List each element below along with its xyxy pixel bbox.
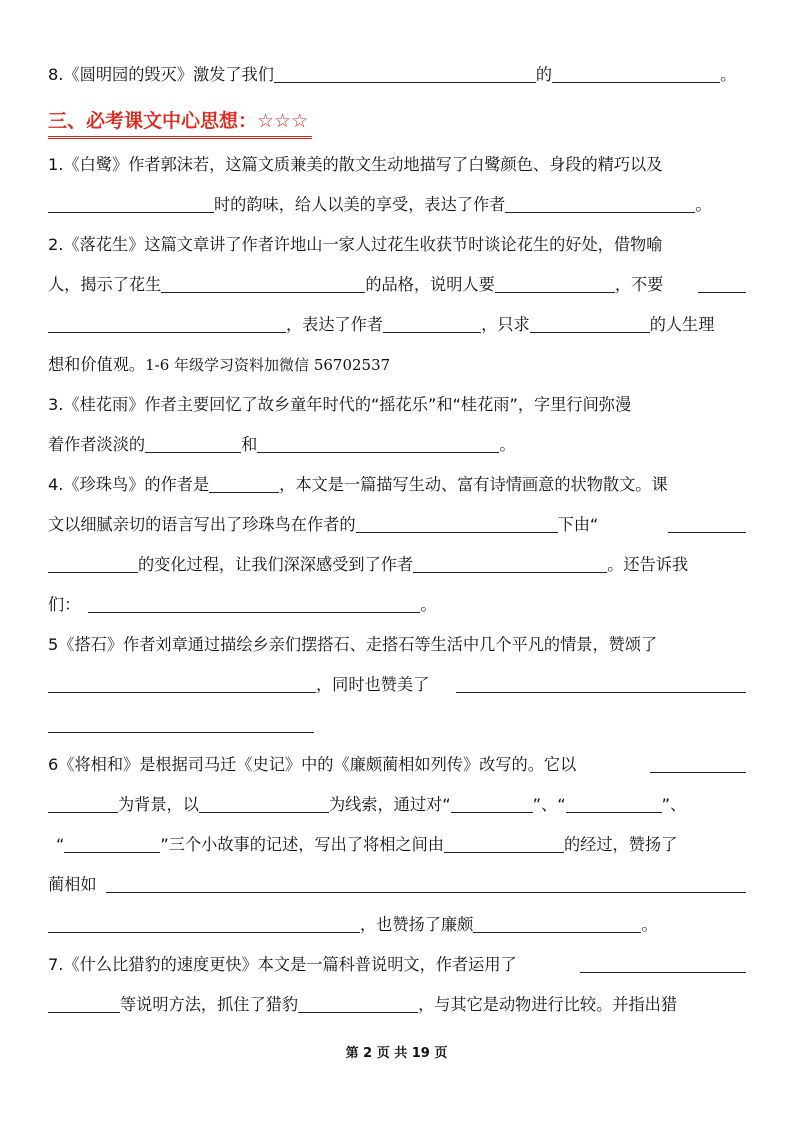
- blank: [161, 272, 365, 293]
- item-3-line-1: 3.《桂花雨》作者主要回忆了故乡童年时代的“摇花乐”和“桂花雨”，字里行间弥漫: [48, 395, 632, 414]
- item-4-line-3: 的变化过程，让我们深深感受到了作者 。还告诉我: [48, 552, 746, 578]
- blank: [505, 192, 695, 213]
- blank: [64, 832, 160, 853]
- item-3-line-2: 着作者淡淡的 和 。: [48, 432, 746, 458]
- item-4-line-2: 文以细腻亲切的语言写出了珍珠鸟在作者的 下由“: [48, 512, 746, 538]
- blank: [48, 792, 118, 813]
- page-number: 第 2 页 共 19 页: [345, 1046, 448, 1061]
- blank: [274, 62, 536, 83]
- question-8: 8.《圆明园的毁灭》激发了我们 的 。: [48, 62, 746, 88]
- item-6-line-4: 蔺相如: [48, 872, 746, 898]
- blank: [413, 552, 607, 573]
- blank: [88, 592, 420, 613]
- item-2-line-3: ，表达了作者 ，只求 的人生理: [48, 312, 746, 338]
- item-6-line-3: “ ”三个小故事的记述，写出了将相之间由 的经过，赞扬了: [48, 832, 746, 858]
- blank: [48, 192, 214, 213]
- item-5-line-3: [48, 712, 746, 738]
- blank: [48, 712, 314, 733]
- section-heading: 三、必考课文中心思想：☆☆☆: [48, 106, 312, 139]
- blank: [552, 62, 720, 83]
- item-6-line-5: ，也赞扬了廉颇 。: [48, 912, 746, 938]
- blank: [668, 512, 746, 533]
- blank: [383, 312, 481, 333]
- watermark-note: 1-6 年级学习资料加微信 56702537: [145, 356, 391, 374]
- item-7-line-2: 等说明方法，抓住了猎豹 ，与其它是动物进行比较。并指出猎: [48, 992, 746, 1018]
- item-5-line-2: ，同时也赞美了: [48, 672, 746, 698]
- blank: [209, 472, 279, 493]
- item-1-line-1: 1.《白鹭》作者郭沫若，这篇文质兼美的散文生动地描写了白鹭颜色、身段的精巧以及: [48, 155, 663, 174]
- blank: [145, 432, 241, 453]
- blank: [456, 672, 746, 693]
- blank: [650, 752, 746, 773]
- item-4-line-1: 4.《珍珠鸟》的作者是 ，本文是一篇描写生动、富有诗情画意的状物散文。课: [48, 472, 746, 498]
- item-2-line-2: 人，揭示了花生 的品格，说明人要 ，不要: [48, 272, 746, 298]
- item-5-line-1: 5《搭石》作者刘章通过描绘乡亲们摆搭石、走搭石等生活中几个平凡的情景，赞颂了: [48, 635, 658, 654]
- item-4-line-4: 们： 。: [48, 592, 746, 618]
- blank: [451, 792, 533, 813]
- blank: [566, 792, 662, 813]
- blank: [580, 952, 746, 973]
- blank: [356, 512, 558, 533]
- item-6-line-2: 为背景，以 为线索，通过对“ ”、“ ”、: [48, 792, 746, 818]
- item-2-line-4: 想和价值观。1-6 年级学习资料加微信 56702537: [48, 355, 391, 374]
- blank: [199, 792, 329, 813]
- item-1-line-2: 时的韵味，给人以美的享受，表达了作者 。: [48, 192, 746, 218]
- blank: [473, 912, 641, 933]
- blank: [48, 672, 316, 693]
- blank: [698, 272, 746, 293]
- blank: [48, 912, 360, 933]
- blank: [106, 872, 746, 893]
- blank: [257, 432, 499, 453]
- blank: [48, 992, 120, 1013]
- item-6-line-1: 6《将相和》是根据司马迁《史记》中的《廉颇蔺相如列传》改写的。它以: [48, 752, 746, 778]
- blank: [444, 832, 564, 853]
- blank: [48, 312, 286, 333]
- blank: [298, 992, 418, 1013]
- blank: [48, 552, 138, 573]
- blank: [530, 312, 650, 333]
- item-7-line-1: 7.《什么比猎豹的速度更快》本文是一篇科普说明文，作者运用了: [48, 952, 746, 978]
- blank: [495, 272, 615, 293]
- item-2-line-1: 2.《落花生》这篇文章讲了作者许地山一家人过花生收获节时谈论花生的好处，借物喻: [48, 235, 663, 254]
